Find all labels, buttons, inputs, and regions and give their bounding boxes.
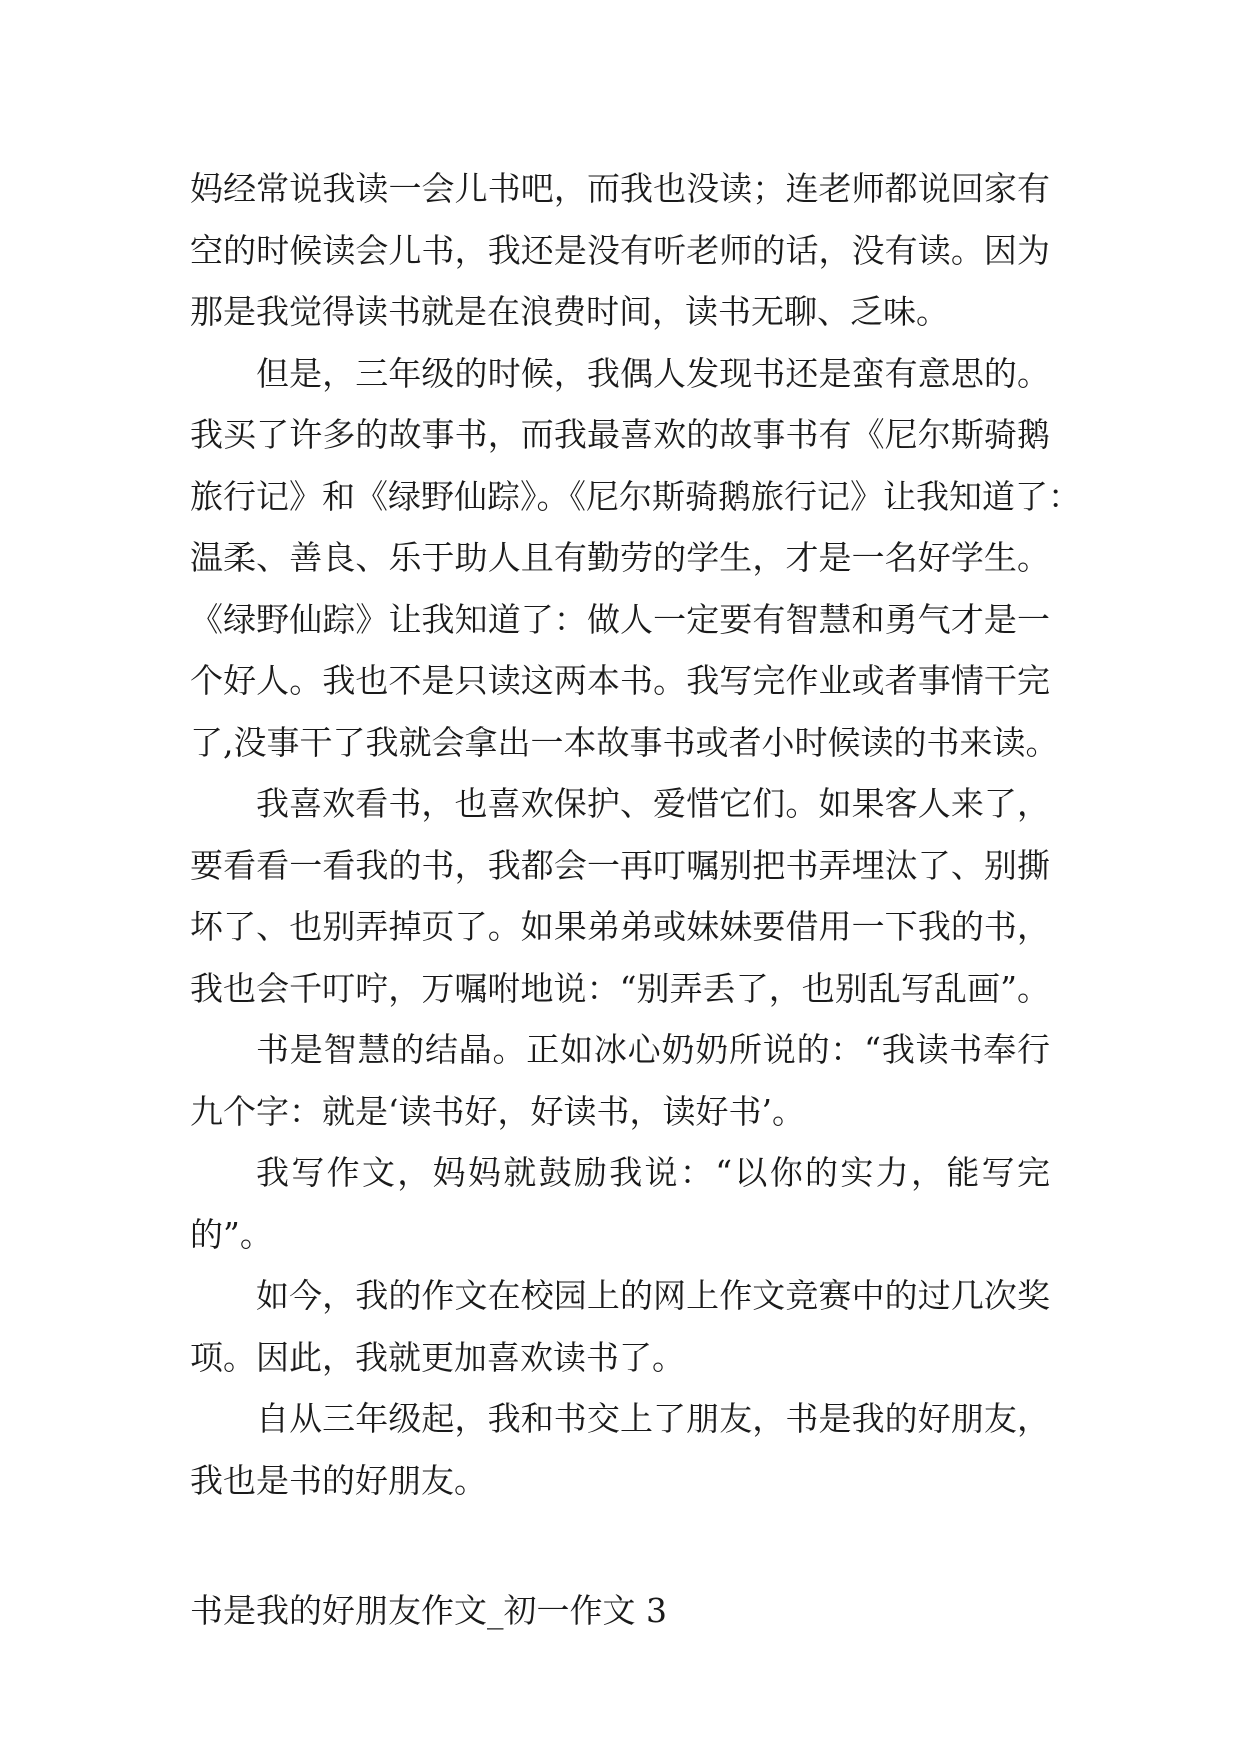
text-line: 我买了许多的故事书，而我最喜欢的故事书有《尼尔斯骑鹅 [190, 415, 1050, 454]
text-line: 个好人。我也不是只读这两本书。我写完作业或者事情干完 [190, 661, 1050, 700]
paragraph-start-line: 但是，三年级的时候，我偶人发现书还是蛮有意思的。 [256, 353, 1050, 393]
text-line: 了,没事干了我就会拿出一本故事书或者小时候读的书来读。 [190, 722, 1059, 762]
text-line: 我也是书的好朋友。 [190, 1460, 487, 1500]
text-line: 我也会千叮咛，万嘱咐地说：“别弄丢了，也别乱写乱画”。 [190, 968, 1050, 1008]
text-line: 项。因此，我就更加喜欢读书了。 [190, 1337, 685, 1377]
text-line: 的”。 [190, 1214, 273, 1254]
text-line: 坏了、也别弄掉页了。如果弟弟或妹妹要借用一下我的书， [190, 907, 1050, 946]
text-line: 旅行记》和《绿野仙踪》。《尼尔斯骑鹅旅行记》让我知道了： [190, 476, 1081, 516]
text-line: 九个字：就是‘读书好，好读书，读好书’。 [190, 1091, 805, 1131]
text-line: 温柔、善良、乐于助人且有勤劳的学生，才是一名好学生。 [190, 538, 1050, 577]
text-line: 妈经常说我读一会儿书吧，而我也没读；连老师都说回家有 [190, 169, 1050, 208]
text-line: 空的时候读会儿书，我还是没有听老师的话，没有读。因为 [190, 230, 1050, 270]
text-line: 那是我觉得读书就是在浪费时间，读书无聊、乏味。 [190, 292, 949, 331]
section-heading: 书是我的好朋友作文_初一作文 3 [190, 1591, 667, 1630]
text-line: 《绿野仙踪》让我知道了：做人一定要有智慧和勇气才是一 [190, 599, 1050, 639]
paragraph-start-line: 我喜欢看书，也喜欢保护、爱惜它们。如果客人来了， [256, 784, 1050, 823]
paragraph-start-line: 书是智慧的结晶。正如冰心奶奶所说的：“我读书奉行 [256, 1030, 1050, 1069]
paragraph-start-line: 自从三年级起，我和书交上了朋友，书是我的好朋友， [256, 1399, 1050, 1438]
text-line: 要看看一看我的书，我都会一再叮嘱别把书弄埋汰了、别撕 [190, 845, 1050, 885]
paragraph-start-line: 我写作文，妈妈就鼓励我说：“以你的实力，能写完 [256, 1153, 1050, 1192]
paragraph-start-line: 如今，我的作文在校园上的网上作文竞赛中的过几次奖 [256, 1276, 1050, 1315]
essay-body [190, 158, 1081, 1511]
